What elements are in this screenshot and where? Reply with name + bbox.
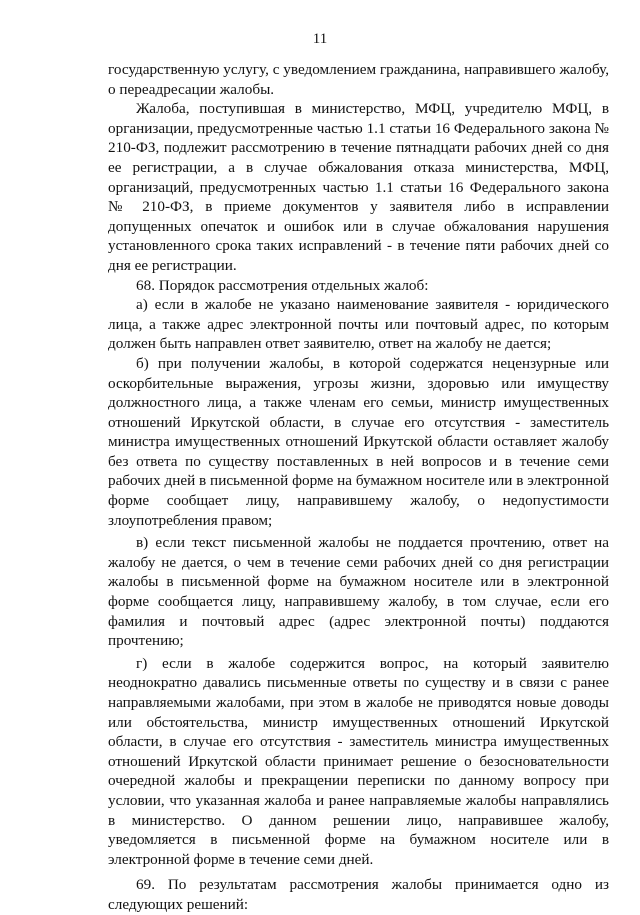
paragraph-68-b: б) при получении жалобы, в которой содержатся нецензурные или оскорбительные выражения, угрозы жизни, здоровью или имуществу должностного лица, а также членам его семьи, министр имущественных отношений Иркутской области, в случае его отсутствия - заместитель министра имущественных отношений Иркутской области оставляет жалобу без ответа по существу поставленных в ней вопросов и в течение семи рабочих дней в письменной форме на бумажном носителе или в электронной форме сообщает лицу, направившему жалобу, о недопустимости злоупотребления правом; <box>108 354 609 529</box>
paragraph-68-g: г) если в жалобе содержится вопрос, на который заявителю неоднократно давались письменные ответы по существу и в связи с ранее направляемыми жалобами, при этом в жалобе не приводятся новые доводы или обстоятельства, министр имущественных отношений Иркутской области, в случае его отсутствия - заместитель министра имущественных отношений Иркутской области принимает решение о безосновательности очередной жалобы и прекращении переписки по данному вопросу при условии, что указанная жалоба и ранее направляемые жалобы направлялись в министерство. О данном решении лицо, направившее жалобу, уведомляется в письменной форме на бумажном носителе или в электронной форме в течение семи дней. <box>108 654 609 868</box>
page-number: 11 <box>312 31 328 47</box>
paragraph-68-a: а) если в жалобе не указано наименование заявителя - юридического лица, а также адрес электронной почты или почтовый адрес, по которым должен быть направлен ответ заявителю, ответ на жалобу не дается; <box>108 296 609 353</box>
paragraph-69: 69. По результатам рассмотрения жалобы принимается одно из следующих решений: <box>108 876 609 913</box>
paragraph-complaint-terms: Жалоба, поступившая в министерство, МФЦ, учредителю МФЦ, в организации, предусмотренные частью 1.1 статьи 16 Федерального закона № 210-ФЗ, подлежит рассмотрению в течение пятнадцати рабочих дней со дня ее регистрации, а в случае обжалования отказа министерства, МФЦ, организаций, предусмотренных частью 1.1 статьи 16 Федерального закона № 210-ФЗ, в приеме документов у заявителя либо в исправлении допущенных опечаток и ошибок или в случае обжалования нарушения установленного срока таких исправлений - в течение пяти рабочих дней со дня ее регистрации. <box>108 100 609 274</box>
paragraph-68-v: в) если текст письменной жалобы не поддается прочтению, ответ на жалобу не дается, о чем в течение семи рабочих дней со дня регистрации жалобы в письменной форме на бумажном носителе или в электронной форме сообщается лицу, направившему жалобу, в том случае, если его фамилия и почтовый адрес (адрес электронной почты) поддаются прочтению; <box>108 534 609 650</box>
document-body <box>108 60 609 915</box>
paragraph-68-heading: 68. Порядок рассмотрения отдельных жалоб: <box>136 276 429 294</box>
paragraph-continuation: государственную услугу, с уведомлением гражданина, направившего жалобу, о переадресации жалобы. <box>108 61 609 98</box>
